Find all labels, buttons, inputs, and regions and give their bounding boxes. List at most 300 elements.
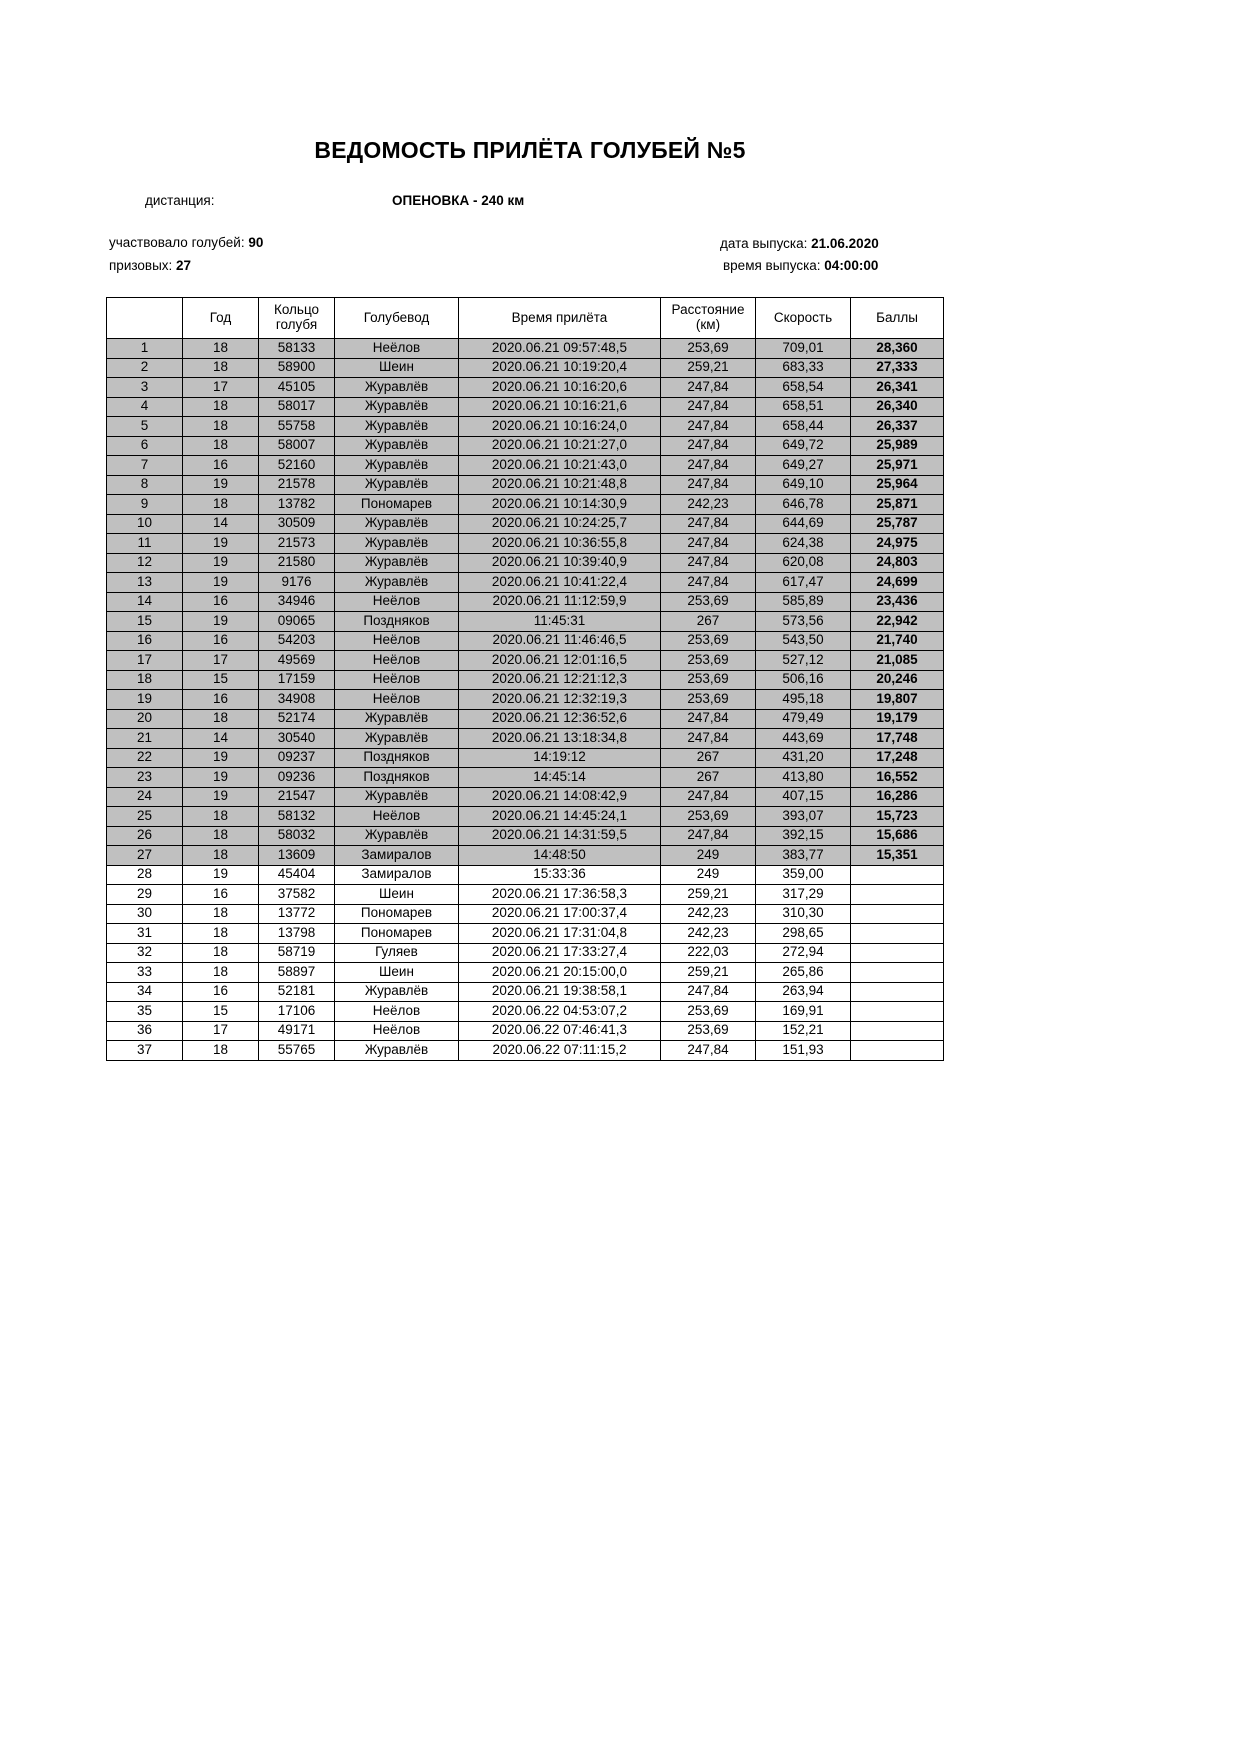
cell-year: 19 <box>183 748 259 768</box>
cell-points <box>851 1041 944 1061</box>
table-row <box>107 592 944 612</box>
cell-arrival-time: 2020.06.21 10:24:25,7 <box>459 514 661 534</box>
cell-distance: 253,69 <box>661 670 756 690</box>
cell-rank: 31 <box>107 924 183 944</box>
cell-speed: 644,69 <box>756 514 851 534</box>
cell-breeder: Журавлёв <box>335 573 459 593</box>
table-row <box>107 573 944 593</box>
cell-points: 15,686 <box>851 826 944 846</box>
cell-breeder: Неёлов <box>335 690 459 710</box>
cell-arrival-time: 2020.06.21 10:39:40,9 <box>459 553 661 573</box>
cell-rank: 28 <box>107 865 183 885</box>
cell-year: 19 <box>183 534 259 554</box>
cell-distance: 247,84 <box>661 378 756 398</box>
cell-year: 16 <box>183 592 259 612</box>
cell-ring: 58897 <box>259 963 335 983</box>
table-row <box>107 612 944 632</box>
cell-breeder: Журавлёв <box>335 514 459 534</box>
cell-ring: 9176 <box>259 573 335 593</box>
cell-breeder: Журавлёв <box>335 475 459 495</box>
cell-breeder: Неёлов <box>335 1002 459 1022</box>
cell-arrival-time: 2020.06.21 10:21:48,8 <box>459 475 661 495</box>
cell-speed: 709,01 <box>756 339 851 359</box>
cell-points: 20,246 <box>851 670 944 690</box>
cell-arrival-time: 2020.06.21 10:36:55,8 <box>459 534 661 554</box>
cell-arrival-time: 2020.06.21 20:15:00,0 <box>459 963 661 983</box>
col-header-points: Баллы <box>851 298 944 339</box>
table-row <box>107 553 944 573</box>
results-table <box>106 297 944 1061</box>
table-row <box>107 378 944 398</box>
table-row <box>107 807 944 827</box>
cell-speed: 407,15 <box>756 787 851 807</box>
cell-rank: 5 <box>107 417 183 437</box>
cell-ring: 21578 <box>259 475 335 495</box>
cell-year: 18 <box>183 1041 259 1061</box>
cell-rank: 17 <box>107 651 183 671</box>
cell-arrival-time: 2020.06.21 10:21:27,0 <box>459 436 661 456</box>
cell-speed: 585,89 <box>756 592 851 612</box>
cell-rank: 35 <box>107 1002 183 1022</box>
cell-year: 18 <box>183 495 259 515</box>
cell-speed: 383,77 <box>756 846 851 866</box>
cell-rank: 24 <box>107 787 183 807</box>
table-row <box>107 339 944 359</box>
cell-ring: 58017 <box>259 397 335 417</box>
table-row <box>107 436 944 456</box>
cell-arrival-time: 14:19:12 <box>459 748 661 768</box>
cell-arrival-time: 2020.06.22 07:46:41,3 <box>459 1021 661 1041</box>
cell-rank: 16 <box>107 631 183 651</box>
cell-rank: 2 <box>107 358 183 378</box>
cell-ring: 13798 <box>259 924 335 944</box>
cell-breeder: Журавлёв <box>335 456 459 476</box>
cell-points: 26,340 <box>851 397 944 417</box>
cell-distance: 253,69 <box>661 631 756 651</box>
cell-year: 18 <box>183 904 259 924</box>
cell-arrival-time: 2020.06.22 07:11:15,2 <box>459 1041 661 1061</box>
cell-breeder: Неёлов <box>335 807 459 827</box>
cell-speed: 392,15 <box>756 826 851 846</box>
cell-rank: 3 <box>107 378 183 398</box>
table-row <box>107 651 944 671</box>
cell-breeder: Журавлёв <box>335 787 459 807</box>
cell-year: 18 <box>183 436 259 456</box>
cell-distance: 247,84 <box>661 475 756 495</box>
cell-speed: 443,69 <box>756 729 851 749</box>
cell-ring: 52181 <box>259 982 335 1002</box>
cell-breeder: Гуляев <box>335 943 459 963</box>
cell-distance: 267 <box>661 768 756 788</box>
cell-rank: 21 <box>107 729 183 749</box>
cell-points: 19,179 <box>851 709 944 729</box>
cell-ring: 37582 <box>259 885 335 905</box>
cell-distance: 259,21 <box>661 885 756 905</box>
cell-distance: 247,84 <box>661 826 756 846</box>
table-row <box>107 1021 944 1041</box>
cell-points <box>851 865 944 885</box>
cell-arrival-time: 2020.06.21 10:41:22,4 <box>459 573 661 593</box>
cell-arrival-time: 2020.06.21 12:36:52,6 <box>459 709 661 729</box>
cell-speed: 527,12 <box>756 651 851 671</box>
cell-speed: 617,47 <box>756 573 851 593</box>
cell-points: 26,337 <box>851 417 944 437</box>
table-row <box>107 924 944 944</box>
table-row <box>107 397 944 417</box>
cell-year: 18 <box>183 807 259 827</box>
table-row <box>107 787 944 807</box>
cell-distance: 249 <box>661 846 756 866</box>
cell-year: 14 <box>183 514 259 534</box>
cell-ring: 58133 <box>259 339 335 359</box>
cell-year: 16 <box>183 631 259 651</box>
cell-speed: 393,07 <box>756 807 851 827</box>
cell-arrival-time: 2020.06.21 11:46:46,5 <box>459 631 661 651</box>
cell-distance: 247,84 <box>661 982 756 1002</box>
cell-year: 18 <box>183 397 259 417</box>
cell-year: 18 <box>183 709 259 729</box>
cell-distance: 253,69 <box>661 1021 756 1041</box>
cell-rank: 26 <box>107 826 183 846</box>
cell-breeder: Поздняков <box>335 612 459 632</box>
cell-arrival-time: 2020.06.21 10:16:20,6 <box>459 378 661 398</box>
table-row <box>107 846 944 866</box>
cell-arrival-time: 2020.06.21 17:31:04,8 <box>459 924 661 944</box>
cell-distance: 247,84 <box>661 514 756 534</box>
table-row <box>107 358 944 378</box>
cell-ring: 52174 <box>259 709 335 729</box>
cell-rank: 10 <box>107 514 183 534</box>
cell-points <box>851 1002 944 1022</box>
cell-ring: 13772 <box>259 904 335 924</box>
cell-rank: 32 <box>107 943 183 963</box>
cell-year: 19 <box>183 612 259 632</box>
cell-rank: 13 <box>107 573 183 593</box>
cell-rank: 9 <box>107 495 183 515</box>
cell-points <box>851 924 944 944</box>
cell-breeder: Пономарев <box>335 904 459 924</box>
cell-speed: 272,94 <box>756 943 851 963</box>
cell-speed: 683,33 <box>756 358 851 378</box>
cell-points: 24,803 <box>851 553 944 573</box>
cell-arrival-time: 2020.06.21 12:32:19,3 <box>459 690 661 710</box>
distance-value: ОПЕНОВКА - 240 км <box>392 193 525 208</box>
table-row <box>107 417 944 437</box>
release-time <box>723 258 878 273</box>
cell-ring: 49171 <box>259 1021 335 1041</box>
cell-points: 25,964 <box>851 475 944 495</box>
cell-points: 16,552 <box>851 768 944 788</box>
cell-year: 15 <box>183 670 259 690</box>
cell-year: 17 <box>183 651 259 671</box>
cell-speed: 649,72 <box>756 436 851 456</box>
cell-points: 21,085 <box>851 651 944 671</box>
cell-rank: 11 <box>107 534 183 554</box>
cell-speed: 359,00 <box>756 865 851 885</box>
cell-year: 18 <box>183 339 259 359</box>
prize-count <box>109 258 191 273</box>
cell-breeder: Замиралов <box>335 846 459 866</box>
cell-speed: 298,65 <box>756 924 851 944</box>
cell-ring: 45404 <box>259 865 335 885</box>
cell-distance: 222,03 <box>661 943 756 963</box>
cell-speed: 620,08 <box>756 553 851 573</box>
cell-breeder: Журавлёв <box>335 553 459 573</box>
release-time-value: 04:00:00 <box>824 258 879 273</box>
cell-ring: 09065 <box>259 612 335 632</box>
cell-speed: 506,16 <box>756 670 851 690</box>
cell-rank: 12 <box>107 553 183 573</box>
cell-breeder: Неёлов <box>335 1021 459 1041</box>
cell-distance: 247,84 <box>661 417 756 437</box>
release-date <box>720 236 879 251</box>
cell-breeder: Журавлёв <box>335 826 459 846</box>
cell-arrival-time: 2020.06.21 17:00:37,4 <box>459 904 661 924</box>
cell-arrival-time: 2020.06.21 12:01:16,5 <box>459 651 661 671</box>
cell-ring: 17106 <box>259 1002 335 1022</box>
cell-speed: 479,49 <box>756 709 851 729</box>
cell-breeder: Неёлов <box>335 592 459 612</box>
cell-breeder: Журавлёв <box>335 534 459 554</box>
cell-breeder: Замиралов <box>335 865 459 885</box>
cell-year: 18 <box>183 417 259 437</box>
cell-points: 25,971 <box>851 456 944 476</box>
cell-year: 18 <box>183 846 259 866</box>
cell-distance: 247,84 <box>661 573 756 593</box>
birds-count <box>109 235 263 250</box>
col-header-rank <box>107 298 183 339</box>
cell-points: 21,740 <box>851 631 944 651</box>
cell-rank: 20 <box>107 709 183 729</box>
cell-distance: 242,23 <box>661 924 756 944</box>
cell-distance: 247,84 <box>661 436 756 456</box>
cell-arrival-time: 2020.06.21 14:08:42,9 <box>459 787 661 807</box>
cell-points <box>851 904 944 924</box>
cell-ring: 30509 <box>259 514 335 534</box>
cell-ring: 09236 <box>259 768 335 788</box>
cell-points <box>851 1021 944 1041</box>
cell-breeder: Шеин <box>335 963 459 983</box>
prize-count-label: призовых: <box>109 258 173 273</box>
table-row <box>107 729 944 749</box>
cell-breeder: Поздняков <box>335 748 459 768</box>
cell-distance: 267 <box>661 748 756 768</box>
page-title: ВЕДОМОСТЬ ПРИЛЁТА ГОЛУБЕЙ №5 <box>314 137 746 163</box>
cell-year: 19 <box>183 573 259 593</box>
cell-ring: 21573 <box>259 534 335 554</box>
cell-points: 17,748 <box>851 729 944 749</box>
cell-arrival-time: 2020.06.22 04:53:07,2 <box>459 1002 661 1022</box>
table-header-row <box>107 298 944 339</box>
cell-points: 25,871 <box>851 495 944 515</box>
cell-arrival-time: 2020.06.21 09:57:48,5 <box>459 339 661 359</box>
cell-year: 15 <box>183 1002 259 1022</box>
cell-breeder: Неёлов <box>335 339 459 359</box>
cell-ring: 30540 <box>259 729 335 749</box>
cell-ring: 58007 <box>259 436 335 456</box>
cell-arrival-time: 2020.06.21 17:36:58,3 <box>459 885 661 905</box>
cell-speed: 658,44 <box>756 417 851 437</box>
cell-arrival-time: 2020.06.21 10:14:30,9 <box>459 495 661 515</box>
cell-points: 23,436 <box>851 592 944 612</box>
cell-distance: 259,21 <box>661 358 756 378</box>
cell-year: 19 <box>183 475 259 495</box>
cell-arrival-time: 2020.06.21 17:33:27,4 <box>459 943 661 963</box>
cell-ring: 21547 <box>259 787 335 807</box>
cell-speed: 573,56 <box>756 612 851 632</box>
cell-points <box>851 963 944 983</box>
cell-speed: 151,93 <box>756 1041 851 1061</box>
cell-distance: 247,84 <box>661 1041 756 1061</box>
cell-arrival-time: 2020.06.21 14:31:59,5 <box>459 826 661 846</box>
cell-ring: 49569 <box>259 651 335 671</box>
cell-rank: 29 <box>107 885 183 905</box>
table-row <box>107 865 944 885</box>
cell-rank: 27 <box>107 846 183 866</box>
table-row <box>107 631 944 651</box>
cell-arrival-time: 2020.06.21 10:21:43,0 <box>459 456 661 476</box>
cell-distance: 253,69 <box>661 807 756 827</box>
cell-speed: 431,20 <box>756 748 851 768</box>
cell-distance: 253,69 <box>661 1002 756 1022</box>
cell-points: 27,333 <box>851 358 944 378</box>
cell-points: 15,351 <box>851 846 944 866</box>
release-date-label: дата выпуска: <box>720 236 808 251</box>
cell-speed: 649,10 <box>756 475 851 495</box>
cell-breeder: Журавлёв <box>335 1041 459 1061</box>
cell-breeder: Шеин <box>335 358 459 378</box>
table-row <box>107 670 944 690</box>
cell-speed: 317,29 <box>756 885 851 905</box>
cell-ring: 52160 <box>259 456 335 476</box>
cell-breeder: Неёлов <box>335 651 459 671</box>
table-row <box>107 514 944 534</box>
cell-ring: 09237 <box>259 748 335 768</box>
cell-distance: 242,23 <box>661 904 756 924</box>
cell-points: 26,341 <box>851 378 944 398</box>
cell-points: 28,360 <box>851 339 944 359</box>
cell-rank: 22 <box>107 748 183 768</box>
cell-speed: 624,38 <box>756 534 851 554</box>
cell-distance: 253,69 <box>661 339 756 359</box>
release-time-label: время выпуска: <box>723 258 821 273</box>
cell-arrival-time: 14:48:50 <box>459 846 661 866</box>
table-row <box>107 768 944 788</box>
cell-arrival-time: 15:33:36 <box>459 865 661 885</box>
cell-year: 16 <box>183 456 259 476</box>
cell-ring: 55765 <box>259 1041 335 1061</box>
cell-ring: 55758 <box>259 417 335 437</box>
table-row <box>107 1041 944 1061</box>
cell-distance: 247,84 <box>661 456 756 476</box>
cell-year: 18 <box>183 924 259 944</box>
cell-distance: 253,69 <box>661 651 756 671</box>
cell-rank: 18 <box>107 670 183 690</box>
cell-arrival-time: 2020.06.21 11:12:59,9 <box>459 592 661 612</box>
cell-ring: 34908 <box>259 690 335 710</box>
cell-rank: 34 <box>107 982 183 1002</box>
cell-speed: 310,30 <box>756 904 851 924</box>
cell-breeder: Шеин <box>335 885 459 905</box>
cell-rank: 30 <box>107 904 183 924</box>
cell-ring: 58719 <box>259 943 335 963</box>
cell-ring: 21580 <box>259 553 335 573</box>
table-row <box>107 1002 944 1022</box>
cell-points: 15,723 <box>851 807 944 827</box>
cell-points: 19,807 <box>851 690 944 710</box>
cell-arrival-time: 2020.06.21 12:21:12,3 <box>459 670 661 690</box>
cell-distance: 259,21 <box>661 963 756 983</box>
col-header-breeder: Голубевод <box>335 298 459 339</box>
cell-year: 16 <box>183 690 259 710</box>
cell-points: 24,975 <box>851 534 944 554</box>
cell-breeder: Журавлёв <box>335 378 459 398</box>
cell-year: 18 <box>183 943 259 963</box>
cell-year: 18 <box>183 826 259 846</box>
cell-year: 16 <box>183 885 259 905</box>
cell-year: 18 <box>183 358 259 378</box>
cell-rank: 36 <box>107 1021 183 1041</box>
cell-distance: 247,84 <box>661 787 756 807</box>
cell-year: 19 <box>183 768 259 788</box>
cell-breeder: Журавлёв <box>335 417 459 437</box>
cell-speed: 495,18 <box>756 690 851 710</box>
cell-breeder: Неёлов <box>335 631 459 651</box>
table-row <box>107 495 944 515</box>
cell-ring: 45105 <box>259 378 335 398</box>
cell-breeder: Пономарев <box>335 495 459 515</box>
prize-count-value: 27 <box>176 258 192 273</box>
cell-year: 19 <box>183 865 259 885</box>
cell-distance: 253,69 <box>661 690 756 710</box>
cell-arrival-time: 2020.06.21 19:38:58,1 <box>459 982 661 1002</box>
table-row <box>107 709 944 729</box>
cell-points <box>851 982 944 1002</box>
col-header-distance: Расстояние (км) <box>661 298 756 339</box>
col-header-speed: Скорость <box>756 298 851 339</box>
table-row <box>107 748 944 768</box>
table-row <box>107 475 944 495</box>
cell-distance: 242,23 <box>661 495 756 515</box>
cell-breeder: Журавлёв <box>335 729 459 749</box>
cell-speed: 169,91 <box>756 1002 851 1022</box>
cell-rank: 15 <box>107 612 183 632</box>
cell-rank: 19 <box>107 690 183 710</box>
cell-year: 17 <box>183 1021 259 1041</box>
cell-points <box>851 885 944 905</box>
cell-points: 22,942 <box>851 612 944 632</box>
cell-rank: 25 <box>107 807 183 827</box>
cell-arrival-time: 14:45:14 <box>459 768 661 788</box>
cell-speed: 649,27 <box>756 456 851 476</box>
cell-rank: 14 <box>107 592 183 612</box>
cell-ring: 17159 <box>259 670 335 690</box>
release-date-value: 21.06.2020 <box>811 236 879 251</box>
cell-rank: 1 <box>107 339 183 359</box>
cell-ring: 13782 <box>259 495 335 515</box>
cell-year: 19 <box>183 553 259 573</box>
cell-speed: 646,78 <box>756 495 851 515</box>
birds-count-value: 90 <box>248 235 264 250</box>
cell-ring: 34946 <box>259 592 335 612</box>
cell-arrival-time: 2020.06.21 10:19:20,4 <box>459 358 661 378</box>
cell-arrival-time: 2020.06.21 14:45:24,1 <box>459 807 661 827</box>
cell-arrival-time: 11:45:31 <box>459 612 661 632</box>
cell-speed: 543,50 <box>756 631 851 651</box>
cell-year: 19 <box>183 787 259 807</box>
cell-distance: 267 <box>661 612 756 632</box>
cell-speed: 265,86 <box>756 963 851 983</box>
